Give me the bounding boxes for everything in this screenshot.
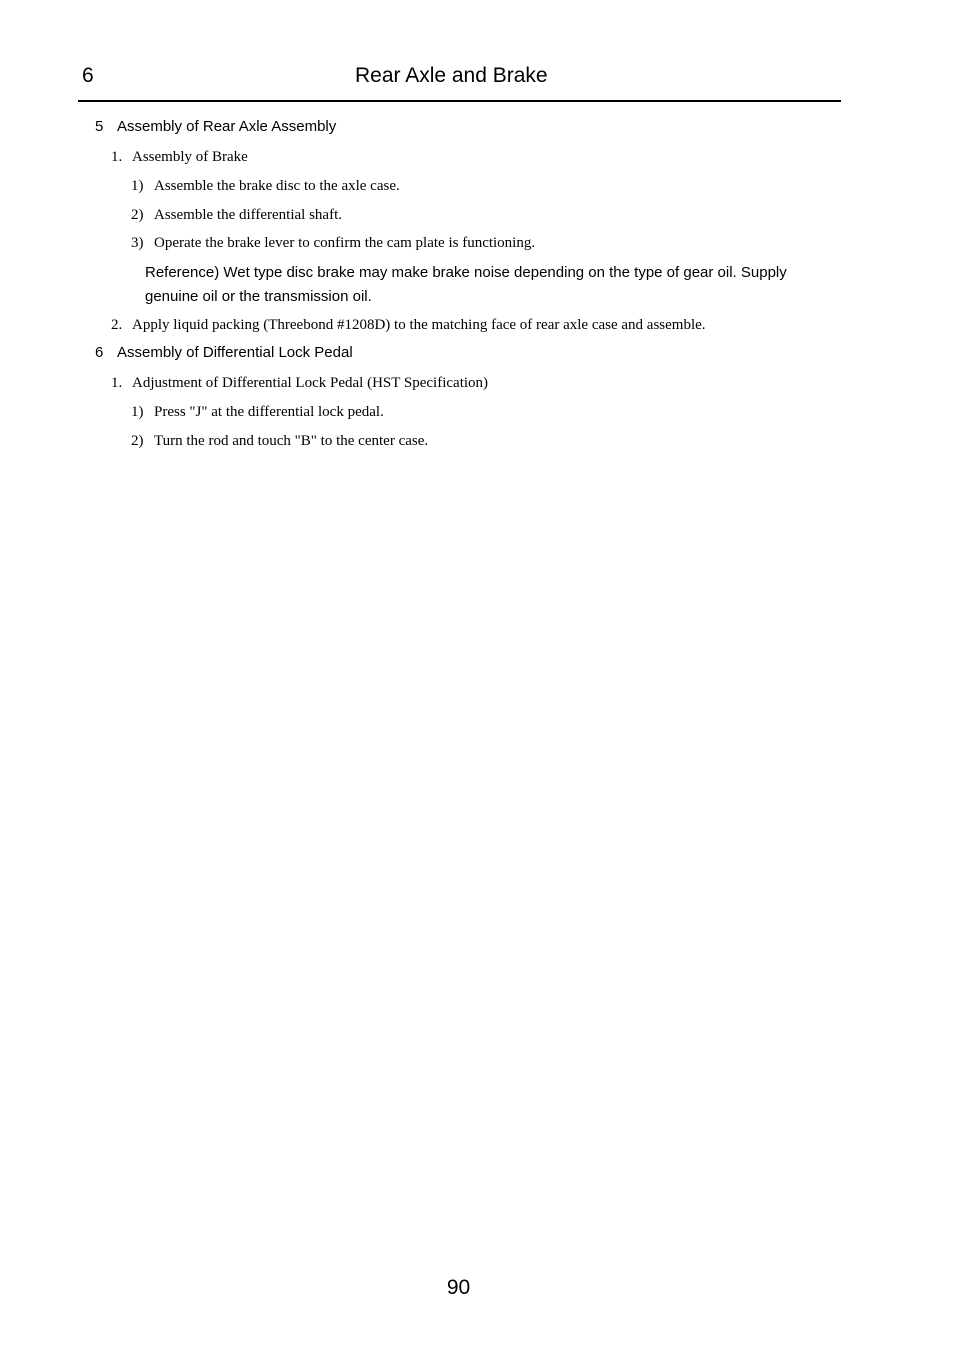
list-item: [111, 373, 488, 393]
item-text: Apply liquid packing (Threebond #1208D) to the matching face of rear axle case and assemble.: [132, 317, 706, 333]
item-text: Adjustment of Differential Lock Pedal (HST Specification): [132, 375, 489, 391]
list-item: [111, 147, 248, 167]
section-heading: [95, 117, 336, 137]
step-text: Operate the brake lever to confirm the cam plate is functioning.: [154, 235, 536, 251]
chapter-number: 6: [82, 64, 94, 87]
step-text: Assemble the differential shaft.: [154, 207, 342, 223]
section-title: Assembly of Rear Axle Assembly: [117, 118, 337, 135]
step-item: [131, 402, 384, 422]
step-item: [131, 205, 342, 225]
step-text: Press "J" at the differential lock pedal.: [154, 404, 384, 420]
section-title: Assembly of Differential Lock Pedal: [117, 344, 353, 361]
page-number: 90: [446, 1276, 471, 1299]
section-number: 6: [95, 344, 104, 361]
step-number: 2): [131, 433, 144, 449]
step-item: [131, 176, 400, 196]
step-text: Turn the rod and touch "B" to the center case.: [154, 433, 429, 449]
section-heading: [95, 343, 353, 363]
step-number: 3): [131, 235, 144, 251]
list-item: [111, 315, 706, 335]
reference-note: Reference) Wet type disc brake may make brake noise depending on the type of gear oil. Supply genuine oil or the transmission oil.: [145, 264, 787, 305]
item-text: Assembly of Brake: [132, 149, 248, 165]
section-number: 5: [95, 118, 104, 135]
item-number: 1.: [111, 375, 123, 391]
step-item: [131, 431, 428, 451]
step-item: [131, 233, 535, 253]
item-number: 2.: [111, 317, 123, 333]
step-number: 2): [131, 207, 144, 223]
step-text: Assemble the brake disc to the axle case.: [154, 178, 400, 194]
page-header: [78, 60, 841, 102]
chapter-title: Rear Axle and Brake: [355, 64, 548, 87]
item-number: 1.: [111, 149, 123, 165]
step-number: 1): [131, 404, 144, 420]
step-number: 1): [131, 178, 144, 194]
